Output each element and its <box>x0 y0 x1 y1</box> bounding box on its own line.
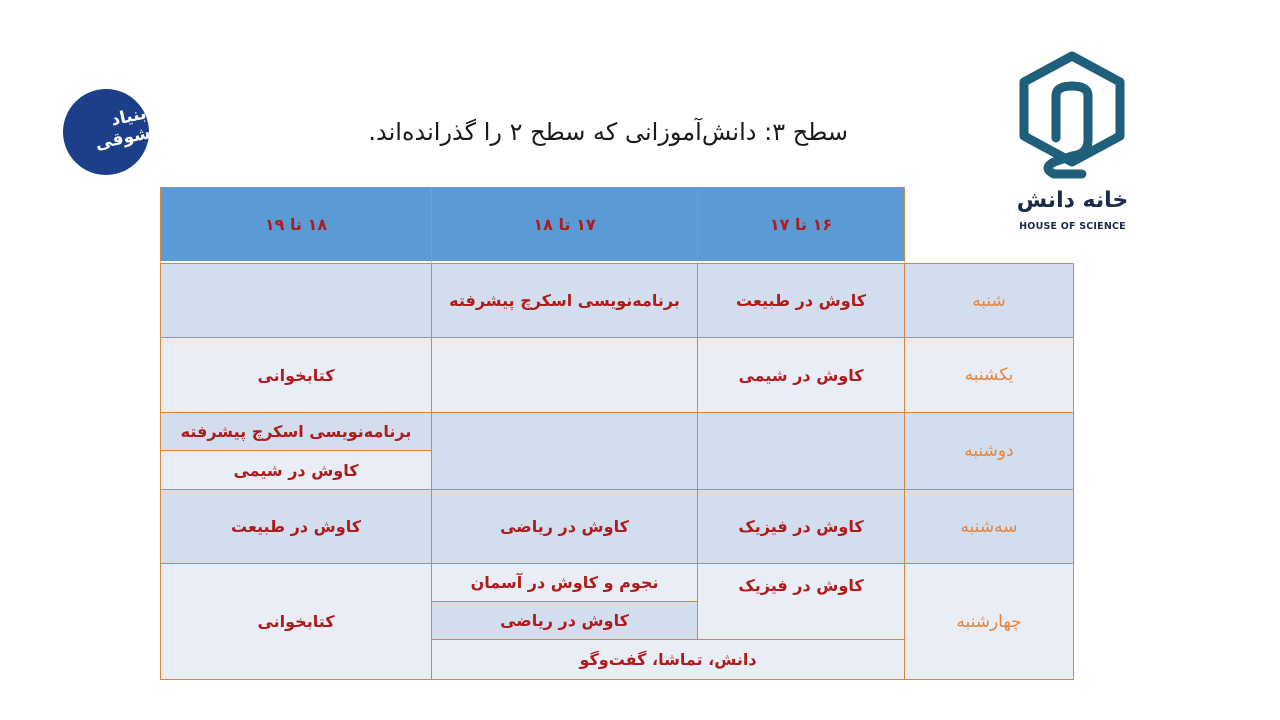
logo-name-en: HOUSE OF SCIENCE <box>1019 221 1126 232</box>
header-slot-2: ۱۷ تا ۱۸ <box>431 187 698 263</box>
wednesday-slot-1: کاوش در فیزیک <box>697 563 905 640</box>
header-slot-1: ۱۶ تا ۱۷ <box>697 187 905 263</box>
day-sunday: یکشنبه <box>904 337 1074 413</box>
header-slot-3: ۱۸ تا ۱۹ <box>160 187 432 263</box>
wednesday-slot-3: کتابخوانی <box>160 563 432 680</box>
tuesday-slot-1: کاوش در فیزیک <box>697 489 905 564</box>
saturday-slot-2: برنامه‌نویسی اسکرچ پیشرفته <box>431 263 698 338</box>
day-wednesday: چهارشنبه <box>904 563 1074 680</box>
tuesday-slot-2: کاوش در ریاضی <box>431 489 698 564</box>
day-monday: دوشنبه <box>904 412 1074 490</box>
day-saturday: شنبه <box>904 263 1074 338</box>
foundation-seal-logo <box>55 81 157 183</box>
house-of-science-logo <box>1010 50 1135 240</box>
page-title: سطح ۳: دانش‌آموزانی که سطح ۲ را گذرانده‌اند. <box>368 118 848 146</box>
saturday-slot-3 <box>160 263 432 338</box>
seal-text: بنیاد شوقی <box>93 103 153 155</box>
monday-slot-3-second: کاوش در شیمی <box>160 450 432 490</box>
sunday-slot-3: کتابخوانی <box>160 337 432 413</box>
house-icon <box>1010 50 1135 190</box>
monday-slot-2 <box>431 412 698 490</box>
wednesday-slot-2-second: کاوش در ریاضی <box>431 601 698 640</box>
wednesday-shared-slot: دانش، تماشا، گفت‌وگو <box>431 639 905 680</box>
sunday-slot-2 <box>431 337 698 413</box>
sunday-slot-1: کاوش در شیمی <box>697 337 905 413</box>
day-tuesday: سه‌شنبه <box>904 489 1074 564</box>
wednesday-slot-2-first: نجوم و کاوش در آسمان <box>431 563 698 602</box>
saturday-slot-1: کاوش در طبیعت <box>697 263 905 338</box>
tuesday-slot-3: کاوش در طبیعت <box>160 489 432 564</box>
monday-slot-1 <box>697 412 905 490</box>
monday-slot-3-first: برنامه‌نویسی اسکرچ پیشرفته <box>160 412 432 451</box>
logo-name-fa: خانه دانش <box>1016 188 1129 213</box>
